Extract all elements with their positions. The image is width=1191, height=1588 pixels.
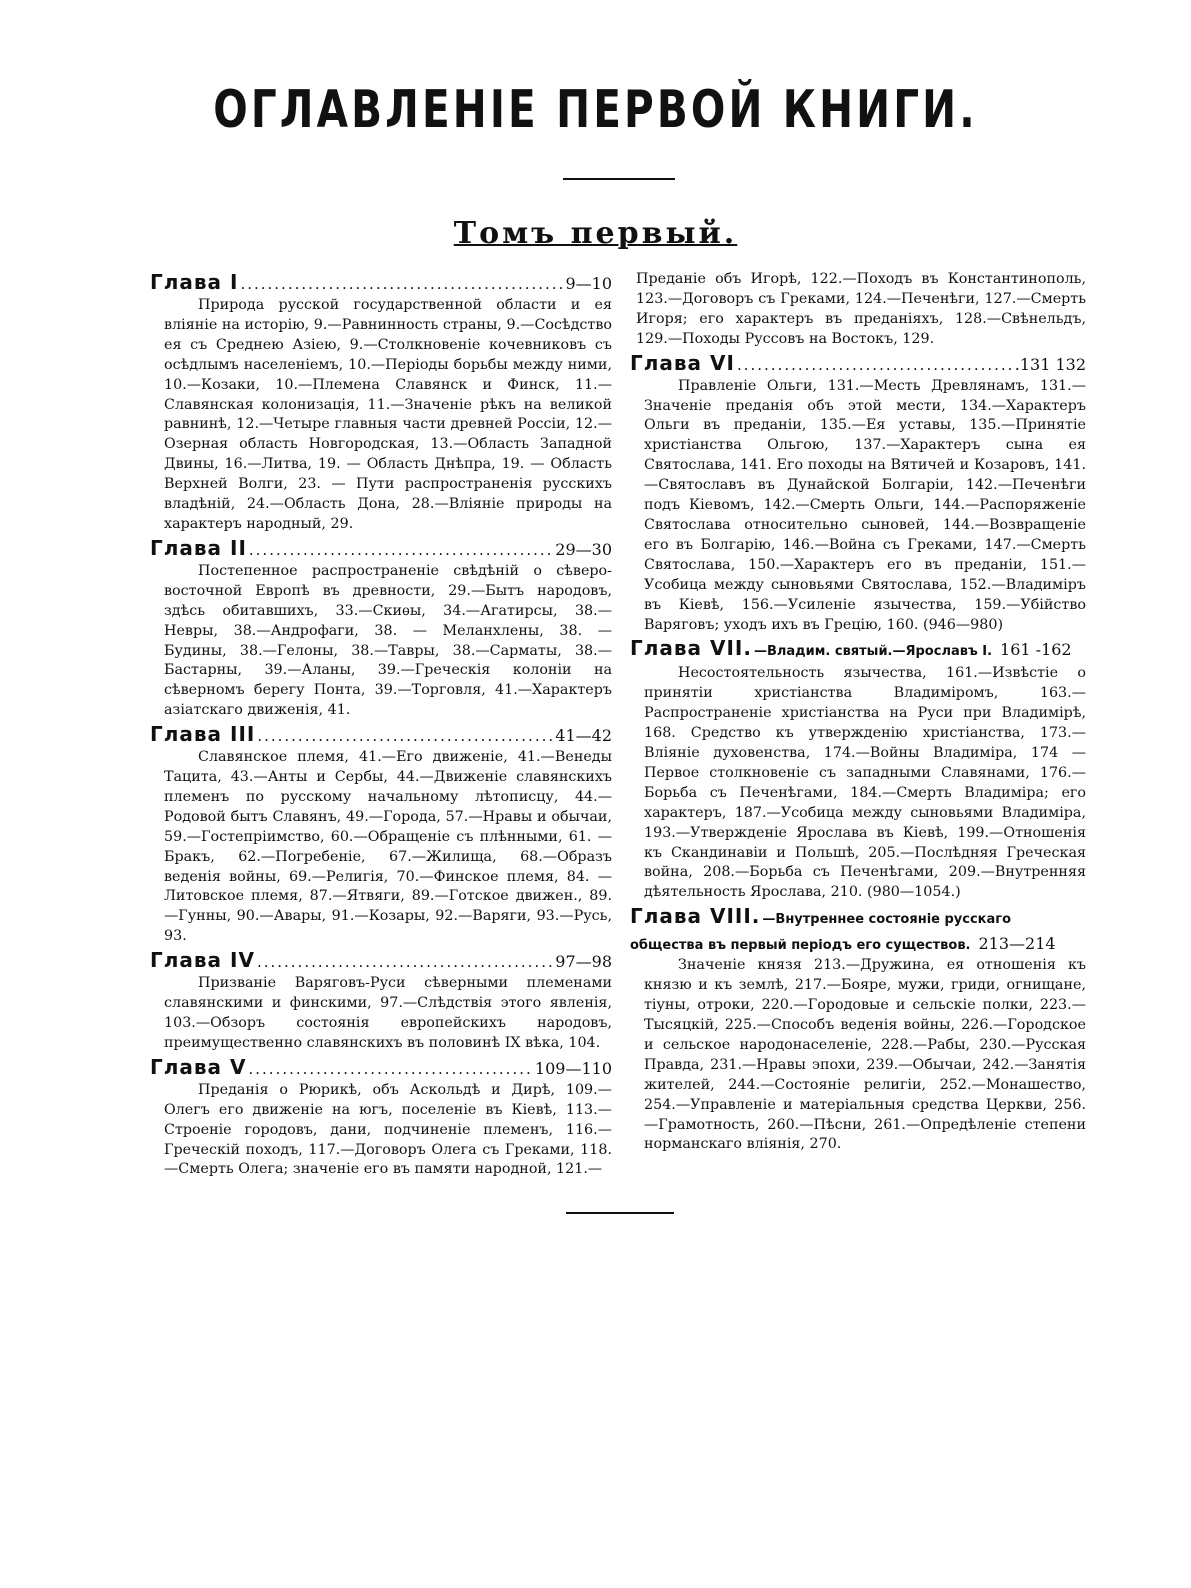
chapter-contents: Постепенное распространеніе свѣдѣній о сѣверо-восточной Европѣ въ древности, 29.—Бытъ народовъ, здѣсь обитавшихъ, 33.—Скиѳы, 34.—Агатирсы, 38.—Невры, 38.—Андрофаги, 38. — Меланхлены, 38. — Будины, 38.—Гелоны, 38.—Тавры, 38.—Сарматы, 38.—Бастарны, 39.—Аланы, 39.—Греческія колоніи на сѣверномъ берегу Понта, 39.—Торговля, 41.—Характеръ азіатскаго движенія, 41. <box>164 562 612 719</box>
chapter-contents: Преданія о Рюрикѣ, объ Аскольдѣ и Дирѣ, 109.—Олегъ его движеніе на югъ, поселеніе въ Кіевѣ, 113.—Строеніе городовъ, дани, подчиненіе племенъ, 116.—Греческій походъ, 117.—Договоръ Олега съ Греками, 118.—Смерть Олега; значеніе его въ памяти народной, 121.— <box>164 1081 612 1178</box>
chapter-pages: .131 132 <box>1014 354 1086 374</box>
chapter-label: Глава V <box>150 1054 247 1079</box>
chapter-label: Глава VII. <box>630 636 752 661</box>
right-column <box>630 270 1086 1156</box>
chapter-6 <box>630 351 1086 636</box>
top-divider <box>563 178 675 180</box>
chapter-subtitle: —Внутреннее состояніе русскаго <box>762 912 1011 928</box>
chapter-3 <box>150 722 612 947</box>
leader-dots <box>737 353 1013 377</box>
leader-dots <box>248 1057 532 1081</box>
chapter-2 <box>150 536 612 721</box>
chapter-pages: 161 -162 <box>1000 640 1072 660</box>
chapter-pages: 213—214 <box>978 934 1056 954</box>
chapter-label: Глава I <box>150 270 239 294</box>
chapter-label: Глава VI <box>630 350 735 375</box>
page-title: ОГЛАВЛЕНІЕ ПЕРВОЙ КНИГИ. <box>213 80 978 140</box>
chapter-heading <box>630 636 1086 664</box>
chapter-heading <box>150 948 612 974</box>
leader-dots <box>257 724 553 748</box>
chapter-heading <box>630 351 1086 377</box>
chapter-1 <box>150 270 612 535</box>
chapter-pages: 97—98 <box>555 952 612 972</box>
chapter-subtitle-continued: общества въ первый періодъ его существов. <box>630 938 971 954</box>
chapter-label: Глава II <box>150 535 247 560</box>
chapter-7 <box>630 636 1086 903</box>
leader-dots <box>240 272 563 296</box>
chapter-pages: 29—30 <box>555 539 612 559</box>
chapter-pages: 41—42 <box>555 726 612 746</box>
leader-dots <box>249 538 553 562</box>
chapter-5 <box>150 1055 612 1181</box>
chapter-label: Глава VIII. <box>630 904 761 929</box>
chapter-label: Глава III <box>150 722 256 747</box>
leader-dots <box>257 950 553 974</box>
bottom-divider <box>566 1212 674 1214</box>
chapter-heading <box>630 904 1086 932</box>
volume-subtitle: Томъ первый. <box>453 216 738 251</box>
chapter-heading <box>150 536 612 562</box>
chapter-heading <box>150 722 612 748</box>
chapter-4 <box>150 948 612 1054</box>
chapter-contents: Призваніе Варяговъ-Руси сѣверными племенами славянскими и финскими, 97.—Слѣдствія этого явленія, 103.—Обзоръ состоянія европейскихъ народовъ, преимущественно славянскихъ въ половинѣ IX вѣка, 104. <box>164 975 612 1051</box>
chapter-contents: Значеніе князя 213.—Дружина, ея отношенія къ князю и къ землѣ, 217.—Бояре, мужи, гриди, огнищане, тіуны, отроки, 220.—Городовые и сельскіе полки, 223.—Тысяцкій, 225.—Способъ веденія войны, 226.—Городское и сельское народонаселеніе, 228.—Рабы, 230.—Русская Правда, 231.—Нравы эпохи, 239.—Обычаи, 242.—Занятія жителей, 244.—Состояніе религіи, 252.—Монашество, 254.—Управленіе и матеріальныя средства Церкви, 256.—Грамотность, 260.—Пѣсни, 261.—Опредѣленіе степени норманскаго вліянія, 270. <box>644 957 1086 1153</box>
chapter-contents: Природа русской государственной области и ея вліяніе на исторію, 9.—Равнинность страны, 9.—Сосѣдство ея съ Среднею Азіею, 9.—Столкновеніе кочевниковъ съ осѣдлымъ населеніемъ, 10.—Періоды борьбы между ними, 10.—Козаки, 10.—Племена Славянск и Финск, 11.—Славянская колонизація, 11.—Значеніе рѣкъ на великой равнинѣ, 12.—Четыре главныя части древней Россіи, 12.—Озерная область Новгородская, 13.—Область Западной Двины, 16.—Литва, 19. — Область Днѣпра, 19. — Область Верхней Волги, 23. — Пути распространенія русскихъ владѣній, 24.—Область Дона, 28.—Вліяніе природы на характеръ народный, 29. <box>164 297 612 532</box>
chapter-contents: Правленіе Ольги, 131.—Месть Древлянамъ, 131.—Значеніе преданія объ этой мести, 134.—Характеръ Ольги въ преданіи, 135.—Ея уставы, 135.—Принятіе христіанства Ольгою, 137.—Характеръ сына ея Святослава, 141. Его походы на Вятичей и Козаровъ, 141.—Святославъ въ Дунайской Болгаріи, 142.—Печенѣги подъ Кіевомъ, 142.—Смерть Ольги, 144.—Распоряженіе Святослава относительно сыновей, 144.—Возвращеніе его въ Болгарію, 146.—Война съ Греками, 147.—Смерть Святослава, 150.—Характеръ его въ преданіи, 151.—Усобица между сыновьями Святослава, 152.—Владиміръ въ Кіевѣ, 156.—Усиленіе язычества, 159.—Убійство Варяговъ; уходъ ихъ въ Грецію, 160. (946—980) <box>644 377 1086 633</box>
chapter-pages: 109—110 <box>534 1058 612 1078</box>
chapter-subtitle: —Владим. святый.—Ярославъ I. <box>753 644 993 660</box>
chapter-8 <box>630 904 1086 1155</box>
chapter-heading <box>150 1055 612 1081</box>
chapter-heading-line-2 <box>630 932 1086 956</box>
chapter-5-continuation: Преданіе объ Игорѣ, 122.—Походъ въ Константинополь, 123.—Договоръ съ Греками, 124.—Печенѣги, 127.—Смерть Игоря; его характеръ въ преданіяхъ, 128.—Свѣнельдъ, 129.—Походы Руссовъ на Востокъ, 129. <box>636 271 1086 347</box>
left-column <box>150 270 612 1181</box>
chapter-heading <box>150 270 612 296</box>
chapter-contents: Славянское племя, 41.—Его движеніе, 41.—Венеды Тацита, 43.—Анты и Сербы, 44.—Движеніе славянскихъ племенъ по русскому начальному лѣтописцу, 44.—Родовой бытъ Славянъ, 49.—Города, 57.—Нравы и обычаи, 59.—Гостепріимство, 60.—Обращеніе съ плѣнными, 61. — Бракъ, 62.—Погребеніе, 67.—Жилища, 68.—Образъ веденія войны, 69.—Религія, 70.—Финское племя, 84. — Литовское племя, 87.—Ятвяги, 89.—Готское движен., 89.—Гунны, 90.—Авары, 91.—Козары, 92.—Варяги, 93.—Русь, 93. <box>164 749 612 945</box>
chapter-pages: 9—10 <box>565 274 612 293</box>
chapter-label: Глава IV <box>150 948 255 973</box>
chapter-contents: Несостоятельность язычества, 161.—Извѣстіе о принятіи христіанства Владиміромъ, 163.—Распространеніе христіанства на Руси при Владимірѣ, 168. Средство къ утвержденію христіанства, 173.—Вліяніе духовенства, 174.—Войны Владиміра, 174 —Первое столкновеніе съ западными Славянами, 176.—Борьба съ Печенѣгами, 184.—Смерть Владиміра; его характеръ, 187.—Усобица между сыновьями Владиміра, 193.—Утвержденіе Ярослава въ Кіевѣ, 199.—Отношенія къ Скандинавіи и Польшѣ, 205.—Послѣдняя Греческая война, 208.—Борьба съ Печенѣгами, 209.—Внутренняя дѣятельность Ярослава, 210. (980—1054.) <box>644 665 1086 901</box>
